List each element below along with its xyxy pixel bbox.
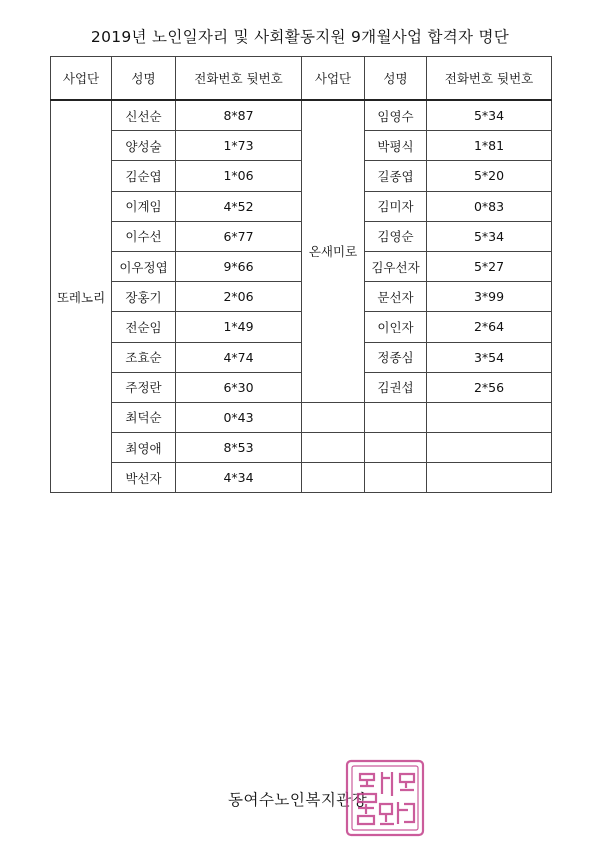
member-name: 장홍기 (112, 282, 176, 312)
phone-suffix: 1*06 (176, 161, 302, 191)
business-group-cell: 온새미로 (302, 100, 365, 402)
member-name: 양성술 (112, 131, 176, 161)
roster-table (50, 56, 552, 493)
member-name: 김우선자 (365, 251, 427, 281)
table-header-row (51, 57, 552, 101)
member-name: 박선자 (112, 463, 176, 493)
table-row (51, 463, 552, 493)
member-name: 주정란 (112, 372, 176, 402)
phone-suffix: 6*30 (176, 372, 302, 402)
phone-suffix: 3*99 (427, 282, 552, 312)
header-phone-suffix: 전화번호 뒷번호 (176, 57, 302, 101)
member-name: 신선순 (112, 100, 176, 131)
phone-suffix (427, 433, 552, 463)
table-row (51, 221, 552, 251)
table-row (51, 191, 552, 221)
table-row (51, 131, 552, 161)
business-group-cell: 또레노리 (51, 100, 112, 493)
phone-suffix: 1*49 (176, 312, 302, 342)
member-name: 김미자 (365, 191, 427, 221)
member-name: 조효순 (112, 342, 176, 372)
table-body (51, 100, 552, 493)
phone-suffix (427, 463, 552, 493)
phone-suffix: 4*52 (176, 191, 302, 221)
member-name (365, 433, 427, 463)
member-name: 김영순 (365, 221, 427, 251)
table-row (51, 402, 552, 432)
page-title: 2019년 노인일자리 및 사회활동지원 9개월사업 합격자 명단 (90, 28, 510, 46)
phone-suffix: 1*73 (176, 131, 302, 161)
member-name: 이수선 (112, 221, 176, 251)
member-name: 길종엽 (365, 161, 427, 191)
header-name: 성명 (112, 57, 176, 101)
phone-suffix: 0*83 (427, 191, 552, 221)
phone-suffix (427, 402, 552, 432)
member-name: 임영수 (365, 100, 427, 131)
phone-suffix: 8*87 (176, 100, 302, 131)
member-name: 전순임 (112, 312, 176, 342)
header-name: 성명 (365, 57, 427, 101)
member-name: 이인자 (365, 312, 427, 342)
table-row (51, 100, 552, 131)
phone-suffix: 0*43 (176, 402, 302, 432)
phone-suffix: 5*20 (427, 161, 552, 191)
phone-suffix: 3*54 (427, 342, 552, 372)
member-name: 박평식 (365, 131, 427, 161)
member-name: 이우정엽 (112, 251, 176, 281)
phone-suffix: 4*74 (176, 342, 302, 372)
header-business-group: 사업단 (302, 57, 365, 101)
empty-cell (302, 402, 365, 432)
phone-suffix: 2*56 (427, 372, 552, 402)
phone-suffix: 9*66 (176, 251, 302, 281)
phone-suffix: 8*53 (176, 433, 302, 463)
official-seal-stamp (344, 758, 426, 838)
phone-suffix: 2*06 (176, 282, 302, 312)
phone-suffix: 5*34 (427, 100, 552, 131)
phone-suffix: 5*27 (427, 251, 552, 281)
header-business-group: 사업단 (51, 57, 112, 101)
table-row (51, 433, 552, 463)
phone-suffix: 6*77 (176, 221, 302, 251)
member-name (365, 463, 427, 493)
member-name: 김순엽 (112, 161, 176, 191)
member-name: 이계임 (112, 191, 176, 221)
member-name: 최덕순 (112, 402, 176, 432)
table-row (51, 282, 552, 312)
phone-suffix: 4*34 (176, 463, 302, 493)
member-name: 정종심 (365, 342, 427, 372)
table-row (51, 342, 552, 372)
table-row (51, 161, 552, 191)
member-name: 문선자 (365, 282, 427, 312)
phone-suffix: 5*34 (427, 221, 552, 251)
table-row (51, 372, 552, 402)
member-name (365, 402, 427, 432)
table-row (51, 312, 552, 342)
empty-cell (302, 433, 365, 463)
phone-suffix: 1*81 (427, 131, 552, 161)
member-name: 김권섭 (365, 372, 427, 402)
issuer-name: 동여수노인복지관장 (228, 791, 368, 809)
member-name: 최영애 (112, 433, 176, 463)
phone-suffix: 2*64 (427, 312, 552, 342)
table-row (51, 251, 552, 281)
empty-cell (302, 463, 365, 493)
header-phone-suffix: 전화번호 뒷번호 (427, 57, 552, 101)
